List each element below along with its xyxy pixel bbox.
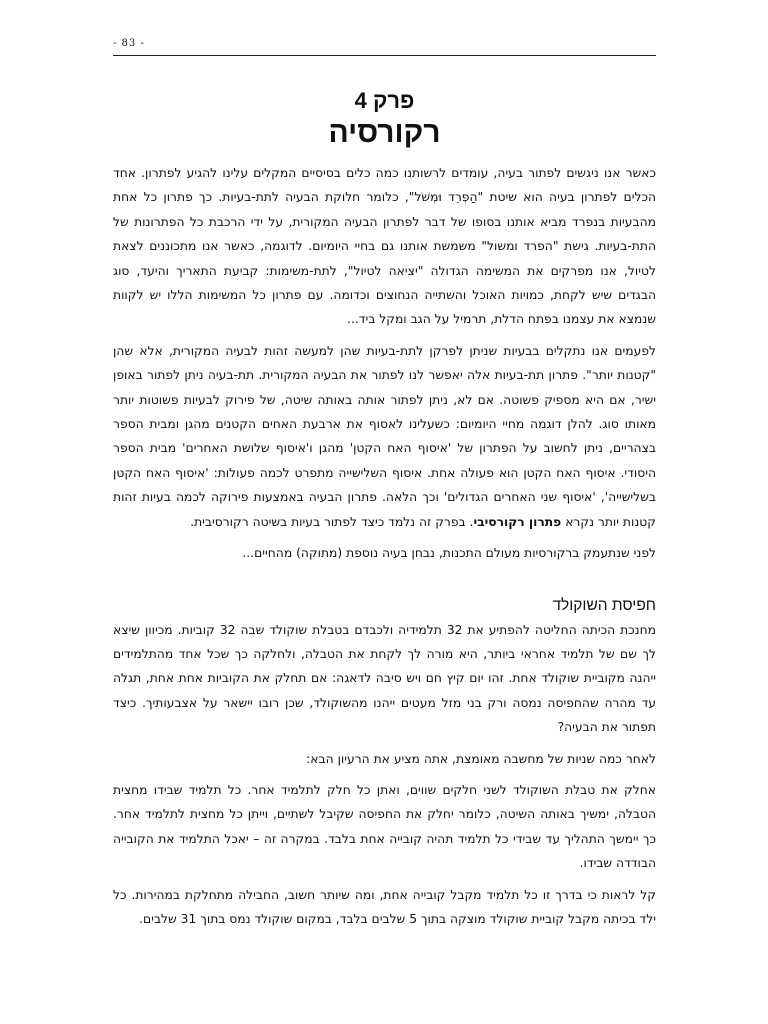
intro-paragraph-1: כאשר אנו ניגשים לפתור בעיה, עומדים לרשותנו כמה כלים בסיסיים המקלים עלינו להגיע לפתרון. אחד הכלים לפתרון בעיה הוא שיטת "הַפְרֵד וּמְשֹׁל", כלומר חלוקת הבעיה לתת-בעיות. כך פתרון כל אחת מהבעיות בנפרד מביא אותנו בסופו של דבר לפתרון הבעיה המקורית, על ידי הרכבת כל הפתרונות של התת-בעיות. גישת "הפרד ומשול" משמשת אותנו גם בחיי היומיום. לדוגמה, כאשר אנו מתכוננים לצאת לטיול, אנו מפרקים את המשימה הגדולה "יציאה לטיול", לתת-משימות: קביעת התאריך והיעד, סוג הבגדים שיש לקחת, כמויות האוכל והשתייה הנחוצים וכדומה. עם פתרון כל המשימות הללו יש לקוות שנמצא את עצמנו בפתח הדלת, תרמיל על הגב ומקל ביד... — [113, 166, 656, 327]
recursive-solution-term: פתרון רקורסיבי — [473, 514, 562, 529]
section-paragraph-3: אחלק את טבלת השוקולד לשני חלקים שווים, ואתן כל חלק לתלמיד אחר. כל תלמיד שבידו מחצית הטבלה, ימשיך באותה השיטה, כלומר יחלק את החפיסה שקיבל לשתיים, וייתן כל מחצית לתלמיד אחר. כך יימשך התהליך עד שבידי כל תלמיד תהיה קובייה אחת בלבד. במקרה זה – יאכל התלמיד את הקובייה הבודדה שבידו. — [113, 782, 656, 871]
section-paragraph-4: קל לראות כי בדרך זו כל תלמיד מקבל קובייה אחת, ומה שיותר חשוב, החבילה מתחלקת במהירות. כל ילד בכיתה מקבל קוביית שוקולד מוצקה בתוך 5 שלבים בלבד, במקום שוקולד נמס בתוך 31 שלבים. — [113, 887, 656, 926]
chapter-title: רקורסיה — [328, 116, 441, 149]
chapter-label: פרק 4 — [354, 88, 415, 113]
header-rule — [113, 55, 656, 56]
intro-paragraph-2 — [113, 339, 656, 534]
chapter-heading — [113, 88, 656, 150]
page-number: - 83 - — [113, 38, 145, 49]
intro-paragraph-2-end: . בפרק זה נלמד כיצד לפתור בעיות בשיטה רקורסיבית. — [190, 514, 474, 529]
intro-paragraph-3: לפני שנתעמק ברקורסיות מעולם התכנות, נבחן בעיה נוספת (מתוקה) מהחיים... — [242, 546, 656, 561]
chapter-body — [113, 161, 656, 938]
section-paragraph-1: מחנכת הכיתה החליטה להפתיע את 32 תלמידיה ולכבדם בטבלת שוקולד שבה 32 קוביות. מכיוון שיצא לך שם של תלמיד אחראי ביותר, היא מורה לך לקחת את הטבלה, ולחלקה כך שכל אחד מהתלמידים ייהנה מקוביית שוקולד אחת. זהו יום קיץ חם ויש סיבה לדאגה: אם תחלק את הקוביות אחת אחת, תגלה עד מהרה שהחפיסה נמסה ורק בני מזל מעטים ייהנו מהשוקולד, שכן רובו יישאר על אצבעותיך. כיצד תפתור את הבעיה? — [113, 622, 656, 735]
section-paragraph-2: לאחר כמה שניות של מחשבה מאומצת, אתה מציע את הרעיון הבא: — [306, 751, 656, 766]
section-title: חפיסת השוקולד — [552, 596, 656, 614]
intro-paragraph-2-text: לפעמים אנו נתקלים בבעיות שניתן לפרקן לתת-בעיות שהן למעשה זהות לבעיה המקורית, אלא שהן "קטנות יותר". פתרון תת-בעיות אלה יאפשר לנו לפתור את הבעיה המקורית. תת-בעיה ניתן לפתור באופן ישיר, אם היא מספיק פשוטה. אם לא, ניתן לפתור אותה באותה שיטה, של פירוק לבעיות פשוטות יותר מאותו סוג. להלן דוגמה מחיי היומיום: כשעלינו לאסוף את ארבעת האחים הקטנים מהגן ומבית הספר בצהריים, ניתן לחשוב על הפתרון של 'איסוף האח הקטן' מהגן ו'איסוף שלושת האחרים' מבית הספר היסודי. איסוף האח הקטן הוא פעולה אחת. איסוף השלישייה מתפרט לכמה פעולות: 'איסוף האח הקטן בשלישייה', 'איסוף שני האחרים הגדולים' וכך הלאה. פתרון הבעיה באמצעות פירוקה לכמה בעיות זהות קטנות יותר נקרא — [113, 343, 656, 529]
